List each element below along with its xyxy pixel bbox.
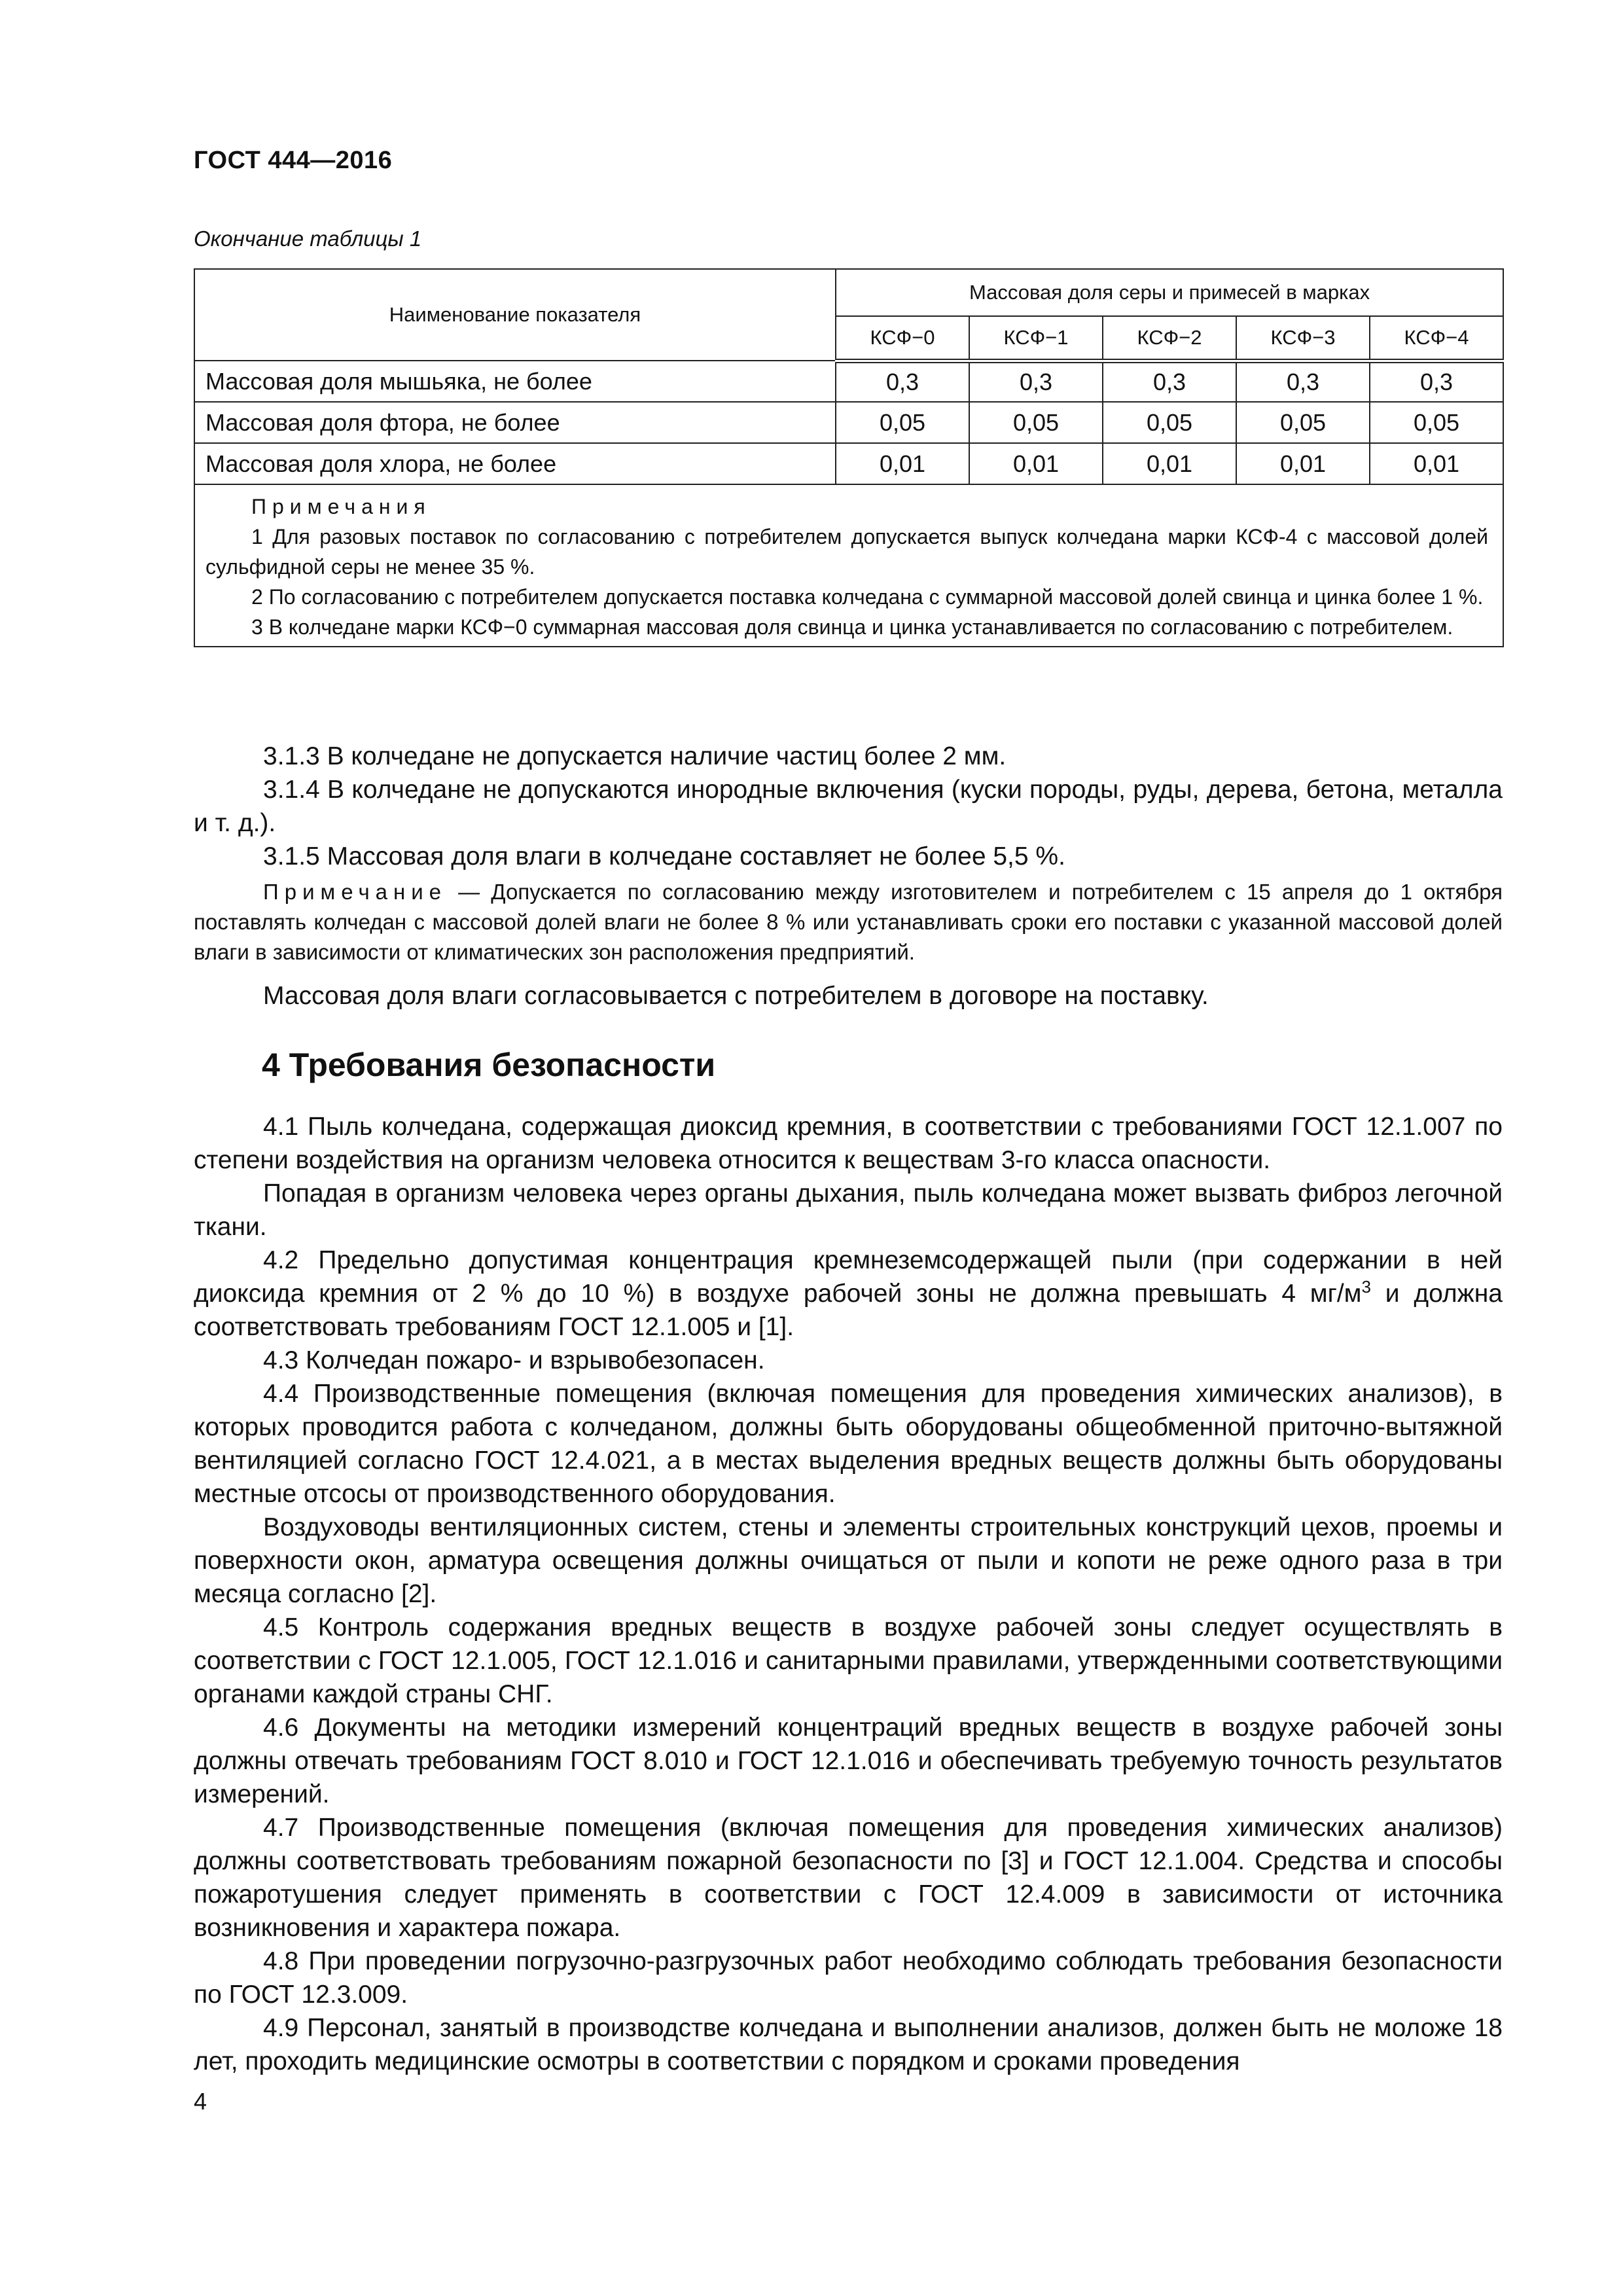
paragraph-4-8: 4.8 При проведении погрузочно-разгрузочных работ необходимо соблюдать требования безопасности по ГОСТ 12.3.009. bbox=[194, 1947, 1503, 2009]
note-item: 2 По согласованию с потребителем допускается поставка колчедана с суммарной массовой долей свинца и цинка более 1 %. bbox=[251, 585, 1484, 609]
grade-header: КСФ−3 bbox=[1236, 316, 1370, 361]
indicator-name: Массовая доля хлора, не более bbox=[194, 443, 836, 484]
table-cell: 0,01 bbox=[836, 443, 969, 484]
paragraph-3-1-4: 3.1.4 В колчедане не допускаются инородные включения (куски породы, руды, дерева, бетона, металла и т. д.). bbox=[194, 776, 1503, 837]
moisture-agreement bbox=[194, 979, 1503, 1013]
superscript-3: 3 bbox=[1361, 1277, 1371, 1297]
paragraph-4-2-pre: 4.2 Предельно допустимая концентрация кремнеземсодержащей пыли (при содержании в ней диоксида кремния от 2 % до 10 %) в воздухе рабочей зоны не должна превышать 4 мг/м bbox=[194, 1246, 1503, 1308]
table-notes-row bbox=[194, 484, 1503, 647]
document-id: ГОСТ 444—2016 bbox=[194, 147, 393, 174]
grade-header: КСФ−0 bbox=[836, 316, 969, 361]
section-3-paragraphs bbox=[194, 740, 1503, 873]
paragraph-3-1-5: 3.1.5 Массовая доля влаги в колчедане составляет не более 5,5 %. bbox=[263, 842, 1065, 870]
page-number: 4 bbox=[194, 2088, 207, 2115]
paragraph-4-2 bbox=[194, 1244, 1503, 1344]
table-row bbox=[194, 402, 1503, 443]
table-cell: 0,3 bbox=[1103, 361, 1236, 402]
table-caption: Окончание таблицы 1 bbox=[194, 226, 422, 251]
indicators-table bbox=[194, 268, 1504, 647]
table-cell: 0,05 bbox=[836, 402, 969, 443]
note-item: 3 В колчедане марки КСФ−0 суммарная массовая доля свинца и цинка устанавливается по согласованию с потребителем. bbox=[251, 615, 1454, 639]
paragraph-3-1-3: 3.1.3 В колчедане не допускается наличие частиц более 2 мм. bbox=[263, 742, 1007, 770]
table-cell: 0,01 bbox=[1370, 443, 1503, 484]
table-cell: 0,01 bbox=[969, 443, 1103, 484]
moisture-note bbox=[194, 877, 1503, 967]
table-row bbox=[194, 443, 1503, 484]
table-row bbox=[194, 361, 1503, 402]
paragraph-4-5: 4.5 Контроль содержания вредных веществ в воздухе рабочей зоны следует осуществлять в соответствии с ГОСТ 12.1.005, ГОСТ 12.1.016 и санитарными правилами, утвержденными соответствующими органами каждой страны СНГ. bbox=[194, 1613, 1503, 1708]
note-body: — Допускается по согласованию между изготовителем и потребителем с 15 апреля до 1 октября поставлять колчедан с массовой долей влаги не более 8 % или устанавливать сроки его поставки с указанной массовой долей влаги в зависимости от климатических зон расположения предприятий. bbox=[194, 880, 1503, 964]
table-cell: 0,3 bbox=[836, 361, 969, 402]
table-cell: 0,05 bbox=[1236, 402, 1370, 443]
paragraph-4-6: 4.6 Документы на методики измерений концентраций вредных веществ в воздухе рабочей зоны должны отвечать требованиям ГОСТ 8.010 и ГОСТ 12.1.016 и обеспечивать требуемую точность результатов измерений. bbox=[194, 1713, 1503, 1808]
grade-header: КСФ−1 bbox=[969, 316, 1103, 361]
table-cell: 0,05 bbox=[1370, 402, 1503, 443]
moisture-note-text bbox=[194, 877, 1503, 967]
notes-title: Примечания bbox=[251, 495, 431, 518]
note-label: Примечание bbox=[263, 880, 448, 904]
indicator-name-header: Наименование показателя bbox=[194, 269, 836, 361]
note-item: 1 Для разовых поставок по согласованию с потребителем допускается выпуск колчедана марки КСФ-4 с массовой долей сульфидной серы не менее 35 %. bbox=[205, 525, 1489, 579]
table-cell: 0,05 bbox=[1103, 402, 1236, 443]
paragraph-4-7: 4.7 Производственные помещения (включая помещения для проведения химических анализов) должны соответствовать требованиям пожарной безопасности по [3] и ГОСТ 12.1.004. Средства и способы пожаротушения следует применять в соответствии с ГОСТ 12.4.009 в зависимости от источника возникновения и характера пожара. bbox=[194, 1814, 1503, 1942]
paragraph-4-9: 4.9 Персонал, занятый в производстве колчедана и выполнении анализов, должен быть не моложе 18 лет, проходить медицинские осмотры в соответствии с порядком и сроками проведения bbox=[194, 2014, 1503, 2075]
section-4-title: 4 Требования безопасности bbox=[262, 1047, 716, 1083]
table-cell: 0,01 bbox=[1236, 443, 1370, 484]
table-cell: 0,3 bbox=[969, 361, 1103, 402]
paragraph-4-4: 4.4 Производственные помещения (включая помещения для проведения химических анализов), в которых проводится работа с колчеданом, должны быть оборудованы общеобменной приточно-вытяжной вентиляцией согласно ГОСТ 12.4.021, а в местах выделения вредных веществ должны быть оборудованы местные отсосы от производственного оборудования. bbox=[194, 1380, 1503, 1508]
grades-group-header: Массовая доля серы и примесей в марках bbox=[836, 269, 1503, 316]
paragraph-moisture-agreement: Массовая доля влаги согласовывается с потребителем в договоре на поставку. bbox=[263, 982, 1209, 1010]
grade-header: КСФ−4 bbox=[1370, 316, 1503, 361]
paragraph-4-2-post: и должна соответствовать требованиям ГОСТ 12.1.005 и [1]. bbox=[194, 1280, 1503, 1341]
paragraph-4-4b: Воздуховоды вентиляционных систем, стены и элементы строительных конструкций цехов, проемы и поверхности окон, арматура освещения должны очищаться от пыли и копоти не реже одного раза в три месяца согласно [2]. bbox=[194, 1513, 1503, 1608]
table-cell: 0,05 bbox=[969, 402, 1103, 443]
table-cell: 0,01 bbox=[1103, 443, 1236, 484]
indicator-name: Массовая доля мышьяка, не более bbox=[194, 361, 836, 402]
paragraph-4-1b: Попадая в организм человека через органы дыхания, пыль колчедана может вызвать фиброз легочной ткани. bbox=[194, 1179, 1503, 1241]
section-4-paragraphs bbox=[194, 1110, 1503, 2078]
indicator-name: Массовая доля фтора, не более bbox=[194, 402, 836, 443]
table-notes bbox=[194, 484, 1503, 647]
paragraph-4-1: 4.1 Пыль колчедана, содержащая диоксид кремния, в соответствии с требованиями ГОСТ 12.1.007 по степени воздействия на организм человека относится к веществам 3-го класса опасности. bbox=[194, 1113, 1503, 1174]
grade-header: КСФ−2 bbox=[1103, 316, 1236, 361]
table-cell: 0,3 bbox=[1370, 361, 1503, 402]
table-cell: 0,3 bbox=[1236, 361, 1370, 402]
paragraph-4-3: 4.3 Колчедан пожаро- и взрывобезопасен. bbox=[263, 1346, 765, 1374]
